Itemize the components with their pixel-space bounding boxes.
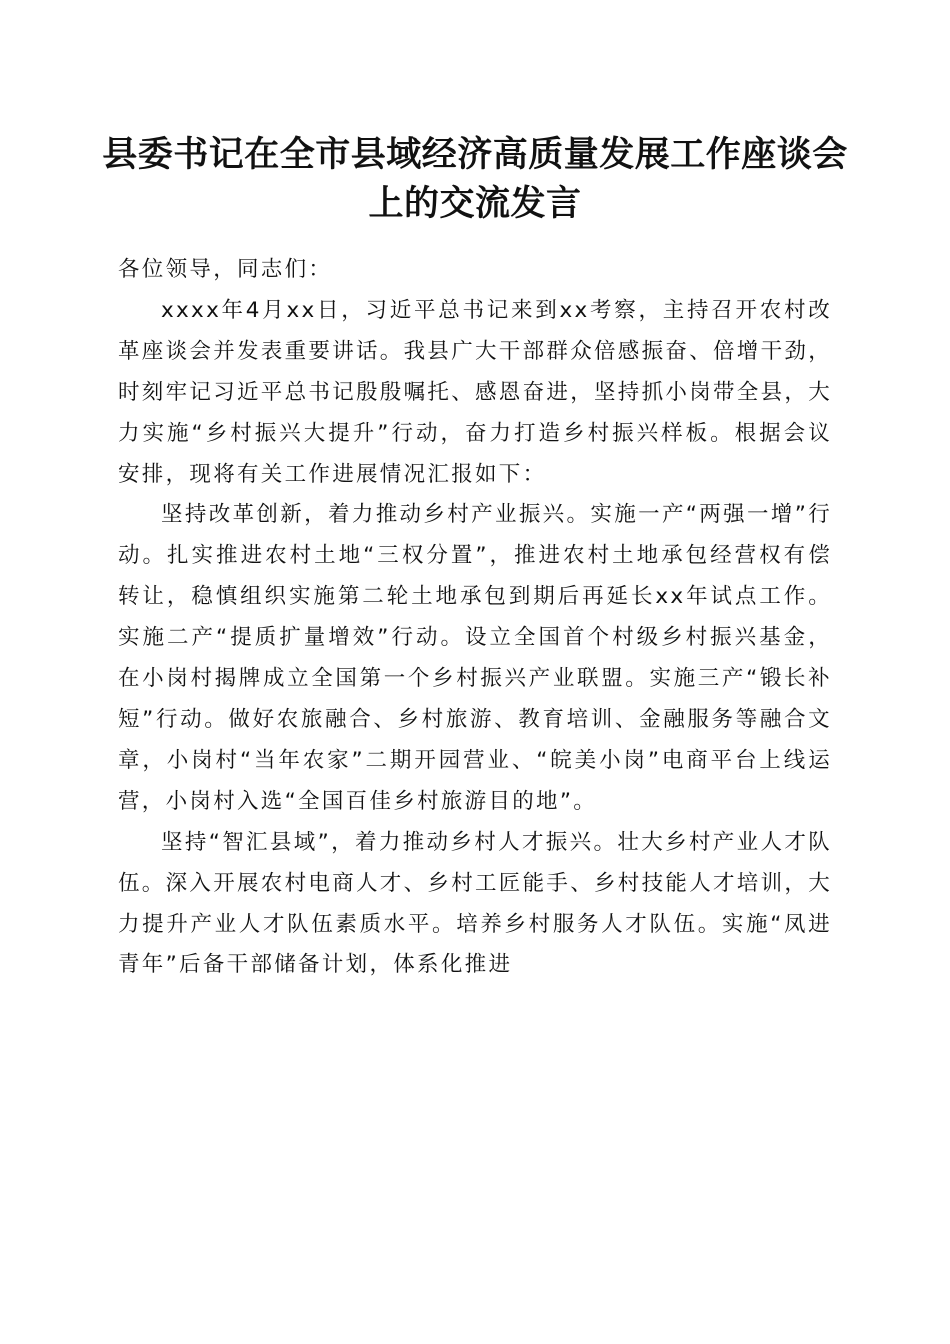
paragraph-talent-revitalization: 坚持“智汇县域”，着力推动乡村人才振兴。壮大乡村产业人才队伍。深入开展农村电商人才、乡村工匠能手、乡村技能人才培训，大力提升产业人才队伍素质水平。培养乡村服务人才队伍。实施“凤进青年”后备干部储备计划，体系化推进 [118, 829, 833, 978]
document-title: 县委书记在全市县域经济高质量发展工作座谈会上的交流发言 [102, 134, 848, 224]
salutation: 各位领导，同志们： [118, 257, 333, 282]
paragraph-intro: xxxx年4月xx日，习近平总书记来到xx考察，主持召开农村改革座谈会并发表重要讲话。我县广大干部群众倍感振奋、倍增干劲，时刻牢记习近平总书记殷殷嘱托、感恩奋进，坚持抓小岗带全县，大力实施“乡村振兴大提升”行动，奋力打造乡村振兴样板。根据会议安排，现将有关工作进展情况汇报如下： [118, 297, 833, 487]
document-body [118, 250, 832, 986]
paragraph-industry-revitalization: 坚持改革创新，着力推动乡村产业振兴。实施一产“两强一增”行动。扎实推进农村土地“三权分置”，推进农村土地承包经营权有偿转让，稳慎组织实施第二轮土地承包到期后再延长xx年试点工作。实施二产“提质扩量增效”行动。设立全国首个村级乡村振兴基金，在小岗村揭牌成立全国第一个乡村振兴产业联盟。实施三产“锻长补短”行动。做好农旅融合、乡村旅游、教育培训、金融服务等融合文章，小岗村“当年农家”二期开园营业、“皖美小岗”电商平台上线运营，小岗村入选“全国百佳乡村旅游目的地”。 [118, 502, 832, 814]
